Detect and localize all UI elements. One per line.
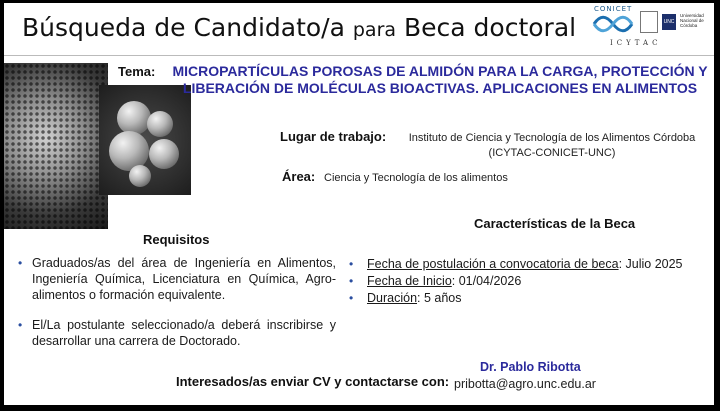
conicet-logo-text: CONICET [594, 5, 633, 13]
bullet-icon: • [18, 256, 23, 270]
requisitos-list [18, 255, 336, 349]
title-part2: para [352, 19, 397, 41]
contact-email-link[interactable]: pribotta@agro.unc.edu.ar [454, 377, 596, 391]
flyer-page [4, 3, 714, 405]
micrograph-image-porous [4, 63, 108, 229]
list-item [349, 290, 709, 307]
caracteristica-value: : Julio 2025 [618, 257, 683, 271]
bullet-icon: • [349, 274, 354, 288]
header-divider [4, 55, 714, 56]
title-part3: Beca doctoral [404, 13, 577, 42]
caracteristica-label: Fecha de postulación a convocatoria de beca [367, 257, 619, 271]
tema-label: Tema: [118, 64, 156, 79]
title-part1: Búsqueda de Candidato/a [22, 13, 345, 42]
lugar-text [396, 131, 708, 161]
caracteristica-label: Fecha de Inicio [367, 274, 452, 288]
list-item [349, 256, 709, 273]
bullet-icon: • [18, 318, 23, 332]
logos-area [588, 5, 712, 51]
area-text: Ciencia y Tecnología de los alimentos [324, 172, 508, 184]
requisito-text: El/La postulante seleccionado/a deberá inscribirse y desarrollar una carrera de Doctorado. [32, 318, 336, 348]
unc-logo-text: Universidad Nacional de Córdoba [680, 13, 704, 28]
unc-seal-icon [640, 11, 658, 33]
caracteristicas-list [349, 256, 709, 307]
lugar-label: Lugar de trabajo: [280, 129, 387, 144]
lugar-line1: Instituto de Ciencia y Tecnología de los Alimentos Córdoba [408, 132, 696, 144]
caracteristica-value: : 01/04/2026 [451, 274, 522, 288]
requisitos-heading: Requisitos [143, 232, 210, 247]
caracteristica-value: : 5 años [417, 291, 462, 305]
page-title [22, 13, 576, 42]
tema-text: MICROPARTÍCULAS POROSAS DE ALMIDÓN PARA LA CARGA, PROTECCIÓN Y LIBERACIÓN DE MOLÉCULAS BIOACTIVAS. APLICACIONES EN ALIMENTOS [172, 63, 708, 96]
contact-name: Dr. Pablo Ribotta [480, 360, 581, 374]
micrograph-image-spheres [99, 85, 191, 195]
bullet-icon: • [349, 291, 354, 305]
icytac-logo-text: ICYTAC [610, 39, 662, 47]
list-item [349, 273, 709, 290]
contact-label: Interesados/as enviar CV y contactarse con: [176, 374, 450, 389]
list-item [18, 317, 336, 349]
requisito-text: Graduados/as del área de Ingeniería en Alimentos, Ingeniería Química, Licenciatura en Química, Agro-alimentos o formación equivalente. [32, 256, 336, 302]
unc-badge: UNC [662, 14, 676, 30]
conicet-logo-icon [592, 13, 634, 35]
caracteristica-label: Duración [367, 291, 418, 305]
lugar-line2: (ICYTAC-CONICET-UNC) [488, 147, 616, 159]
caracteristicas-heading: Características de la Beca [474, 216, 636, 231]
bullet-icon: • [349, 257, 354, 271]
area-label: Área: [282, 169, 316, 184]
list-item [18, 255, 336, 303]
